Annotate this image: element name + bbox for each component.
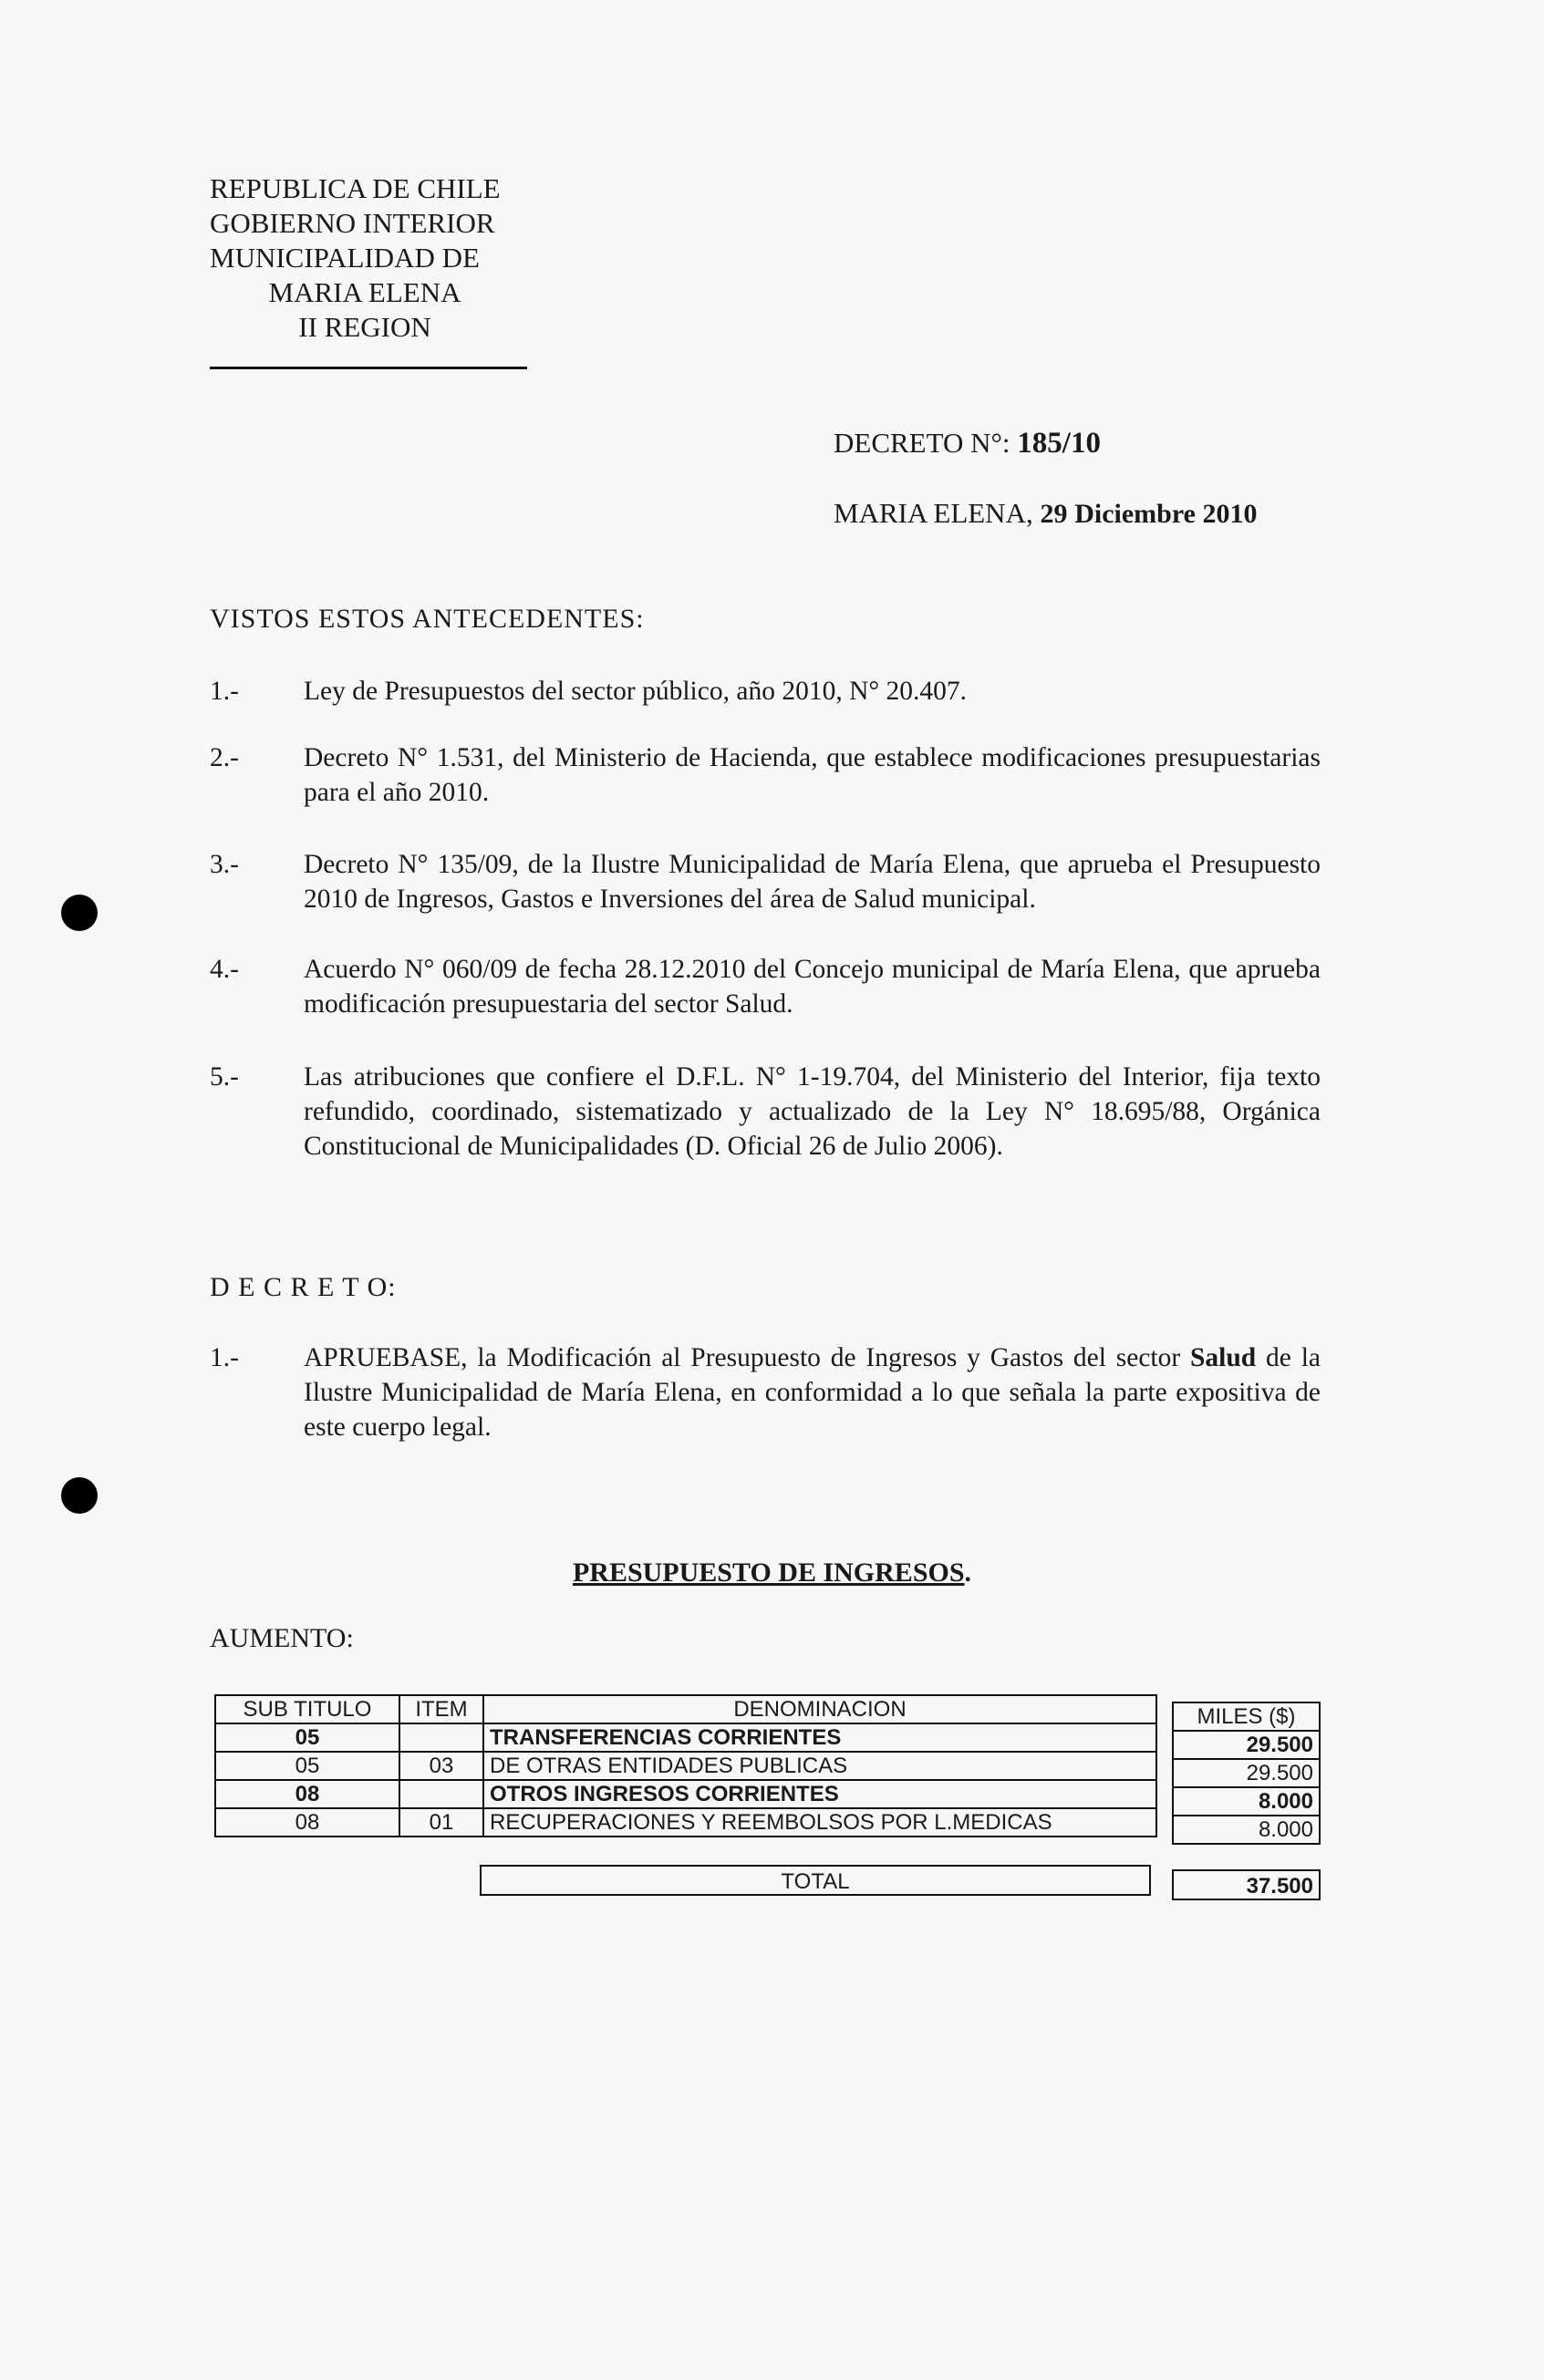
cell-item [399,1780,483,1808]
item-number: 4.- [210,955,239,984]
total-label: TOTAL [480,1865,1151,1896]
item-text: Decreto N° 135/09, de la Ilustre Municipalidad de María Elena, que aprueba el Presupuesto 2010 de Ingresos, Gastos e Inversiones del área de Salud municipal. [304,850,1321,914]
letterhead-divider [210,367,527,369]
date-place: MARIA ELENA, [834,497,1033,529]
table-row [215,1780,1156,1808]
decree-number [834,427,1101,460]
col-denominacion: DENOMINACION [483,1695,1156,1723]
punch-hole [61,895,98,931]
item-number: 2.- [210,743,239,772]
col-subtitulo: SUB TITULO [215,1695,399,1723]
decree-date [834,497,1257,530]
table-row [215,1808,1156,1837]
cell-sub: 08 [215,1780,399,1808]
vistos-item [210,740,1321,810]
cell-name: RECUPERACIONES Y REEMBOLSOS POR L.MEDICAS [483,1808,1156,1837]
cell-name: TRANSFERENCIAS CORRIENTES [483,1723,1156,1752]
vistos-heading: VISTOS ESTOS ANTECEDENTES: [210,604,645,634]
cell-item: 03 [399,1752,483,1780]
item-number: 5.- [210,1062,239,1092]
date-day: 29 [1040,499,1068,529]
col-item: ITEM [399,1695,483,1723]
budget-table [214,1694,1157,1837]
cell-sub: 08 [215,1808,399,1837]
item-text: Ley de Presupuestos del sector público, año 2010, N° 20.407. [304,677,968,706]
decree-number-value: 185/10 [1017,427,1101,460]
item-text: Acuerdo N° 060/09 de fecha 28.12.2010 del Concejo municipal de María Elena, que aprueba modificación presupuestaria del sector Salud. [304,955,1321,1019]
letterhead-line: II REGION [298,311,431,343]
decreto-heading: D E C R E T O: [210,1272,397,1302]
table-row [215,1723,1156,1752]
vistos-item [210,1060,1321,1164]
budget-title-text: PRESUPUESTO DE INGRESOS [572,1557,965,1588]
item-number: 3.- [210,850,239,879]
date-month-year: Diciembre 2010 [1074,499,1258,529]
cell-item [399,1723,483,1752]
item-number: 1.- [210,1343,239,1372]
letterhead [210,171,529,345]
punch-hole [61,1477,98,1514]
decreto-item [210,1340,1321,1444]
cell-amount: 8.000 [1173,1816,1320,1844]
item-text: Decreto N° 1.531, del Ministerio de Hacienda, que establece modificaciones presupuestarias para el año 2010. [304,743,1321,807]
cell-sub: 05 [215,1723,399,1752]
letterhead-line: MARIA ELENA [268,276,461,308]
vistos-item [210,847,1321,916]
cell-name: OTROS INGRESOS CORRIENTES [483,1780,1156,1808]
cell-item: 01 [399,1808,483,1837]
total-value: 37.500 [1172,1869,1321,1900]
table-row [215,1752,1156,1780]
decree-number-label: DECRETO N°: [834,427,1010,459]
table-header [215,1695,1156,1723]
cell-sub: 05 [215,1752,399,1780]
cell-amount: 8.000 [1173,1787,1320,1816]
item-number: 1.- [210,677,239,706]
budget-title: PRESUPUESTO DE INGRESOS. [572,1557,972,1588]
item-text [304,1340,1321,1444]
letterhead-line: GOBIERNO INTERIOR [210,207,495,239]
vistos-item [210,952,1321,1021]
text-bold-part: Salud [1190,1343,1257,1372]
cell-name: DE OTRAS ENTIDADES PUBLICAS [483,1752,1156,1780]
letterhead-line: REPUBLICA DE CHILE [210,172,501,204]
cell-amount: 29.500 [1173,1731,1320,1759]
item-text: Las atribuciones que confiere el D.F.L. N° 1-19.704, del Ministerio del Interior, fija texto refundido, coordinado, sistematizado y actualizado de la Ley N° 18.695/88, Orgánica Constitucional de Municipalidades (D. Oficial 26 de Julio 2006). [304,1062,1321,1161]
budget-section: AUMENTO: [210,1623,354,1653]
col-miles: MILES ($) [1173,1702,1320,1731]
text-part: APRUEBASE, la Modificación al Presupuesto de Ingresos y Gastos del sector [304,1343,1191,1372]
vistos-item [210,674,1321,709]
amounts-table [1172,1702,1321,1845]
cell-amount: 29.500 [1173,1759,1320,1787]
letterhead-line: MUNICIPALIDAD DE [210,242,480,274]
text-part: de la Ilustre Municipalidad de María Elena, en conformidad a lo que señala la parte expositiva de este cuerpo legal. [304,1343,1321,1442]
